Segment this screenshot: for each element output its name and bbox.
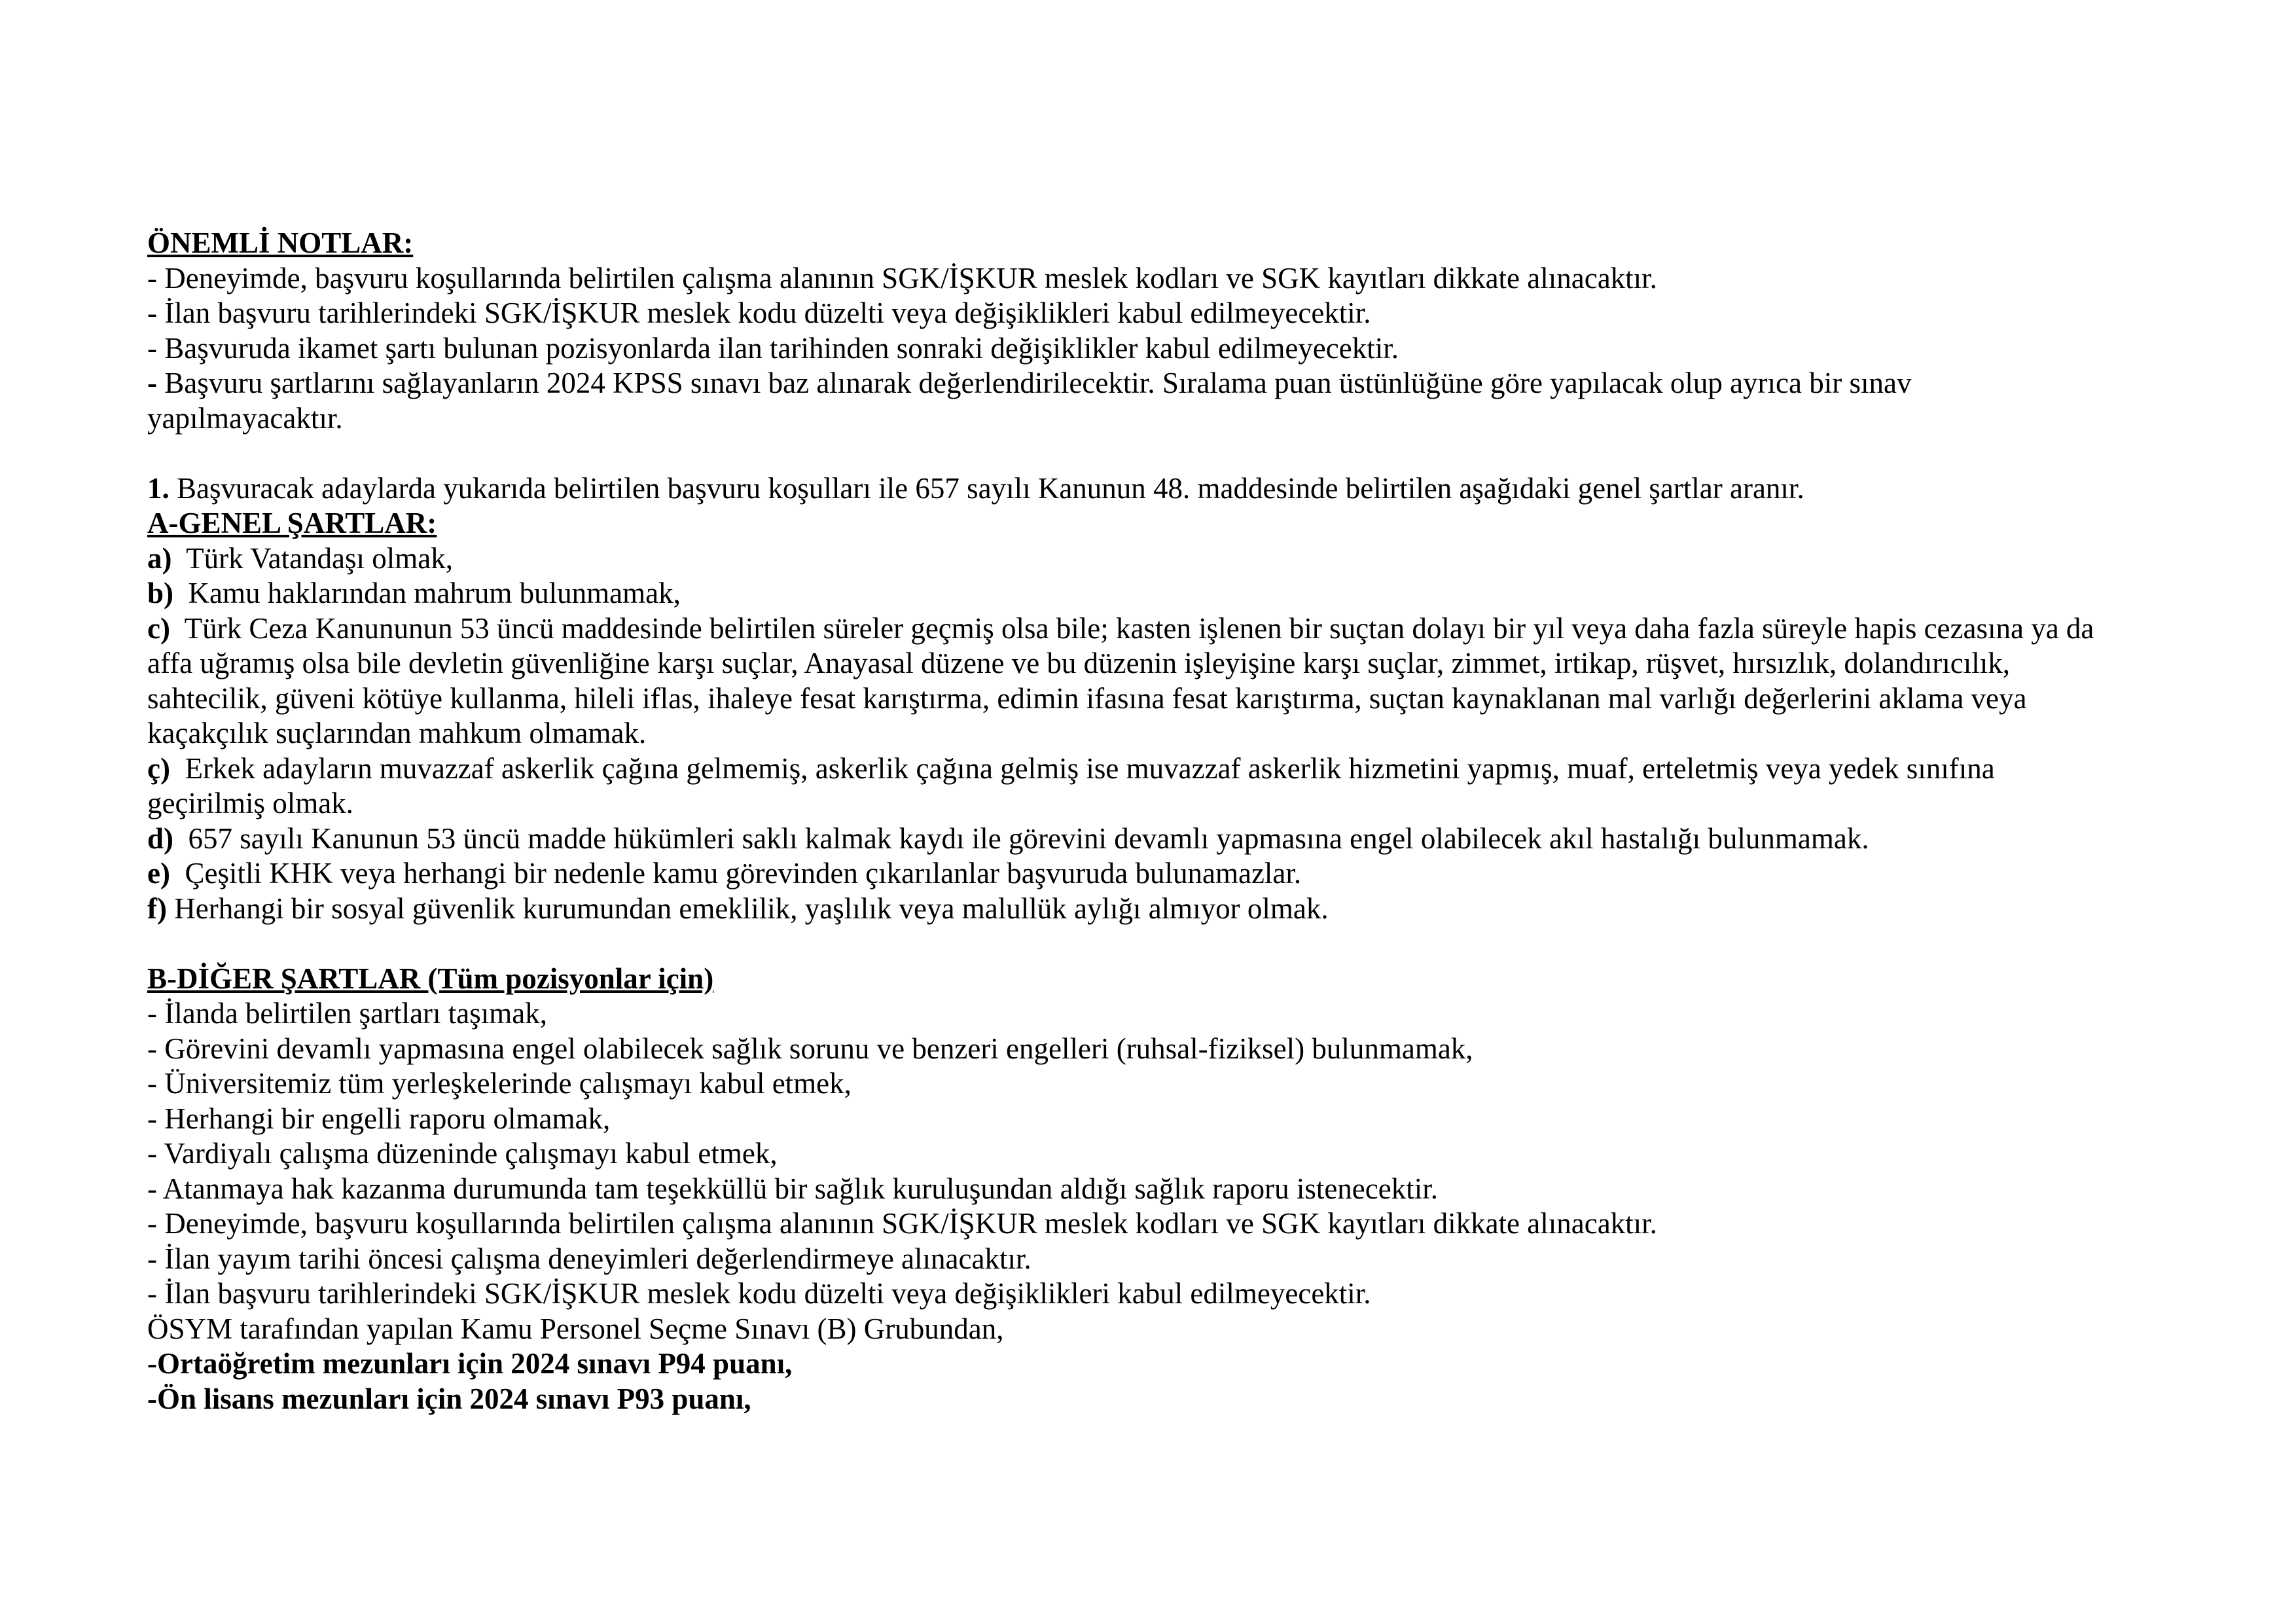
item-label: ç) [147, 751, 170, 785]
general-condition-item [147, 856, 2094, 892]
general-condition-item [147, 541, 2094, 577]
other-condition-item: - İlan başvuru tarihlerindeki SGK/İŞKUR meslek kodu düzelti veya değişiklikleri kabul edilmeyecektir. [147, 1277, 1371, 1310]
note-line [147, 366, 2094, 401]
general-condition-item [147, 821, 2094, 857]
general-condition-cont [147, 716, 2094, 751]
other-condition-item: - Görevini devamlı yapmasına engel olabilecek sağlık sorunu ve benzeri engelleri (ruhsal-fiziksel) bulunmamak, [147, 1032, 1473, 1065]
note-line-cont: yapılmayacaktır. [147, 401, 343, 435]
other-condition-item: - Üniversitemiz tüm yerleşkelerinde çalışmayı kabul etmek, [147, 1067, 852, 1100]
score-line-associate: -Ön lisans mezunları için 2024 sınavı P93 puanı, [147, 1382, 751, 1415]
document-body [147, 226, 2094, 1416]
item-text: sahtecilik, güveni kötüye kullanma, hileli iflas, ihaleye fesat karıştırma, edimin ifasına fesat karıştırma, suçtan kaynaklanan mal varlığı değerlerini aklama veya [147, 681, 2027, 715]
note-line: - İlan başvuru tarihlerindeki SGK/İŞKUR meslek kodu düzelti veya değişiklikleri kabul edilmeyecektir. [147, 297, 1371, 329]
blank-line [147, 926, 2094, 962]
general-condition-item [147, 892, 2094, 927]
item-text: Türk Vatandaşı olmak, [171, 541, 454, 575]
item-text: Türk Ceza Kanununun 53 üncü maddesinde belirtilen süreler geçmiş olsa bile; kasten işlenen bir suçtan dolayı bir yıl veya daha fazla süreyle hapis cezasına ya da [170, 611, 2094, 645]
item-text: Herhangi bir sosyal güvenlik kurumundan emeklilik, yaşlılık veya malullük aylığı almıyor olmak. [166, 892, 1329, 925]
score-line-secondary: -Ortaöğretim mezunları için 2024 sınavı P94 puanı, [147, 1347, 793, 1380]
item-label: b) [147, 577, 174, 609]
item-text: affa uğramış olsa bile devletin güvenliğine karşı suçlar, Anayasal düzene ve bu düzenin işleyişine karşı suçlar, zimmet, irtikap, rüşvet, hırsızlık, dolandırıcılık, [147, 647, 2011, 679]
item-label: f) [147, 892, 167, 925]
general-condition-cont [147, 646, 2094, 681]
item-label: d) [147, 821, 174, 855]
other-conditions-list [147, 996, 2094, 1312]
note-text: Başvuru şartlarını sağlayanların 2024 KPSS sınavı baz alınarak değerlendirilecektir. Sıralama puan üstünlüğüne göre yapılacak olup ayrıca bir sınav [157, 367, 1912, 399]
intro-text: Başvuracak adaylarda yukarıda belirtilen başvuru koşulları ile 657 sayılı Kanunun 48. maddesinde belirtilen aşağıdaki genel şartlar aranır. [169, 471, 1804, 505]
item-text: Kamu haklarından mahrum bulunmamak, [173, 577, 681, 609]
item-text: Çeşitli KHK veya herhangi bir nedenle kamu görevinden çıkarılanlar başvuruda bulunamazlar. [170, 857, 1302, 890]
note-line: - Başvuruda ikamet şartı bulunan pozisyonlarda ilan tarihinden sonraki değişiklikler kabul edilmeyecektir. [147, 331, 1399, 365]
other-condition-item: - Atanmaya hak kazanma durumunda tam teşekküllü bir sağlık kuruluşundan aldığı sağlık raporu istenecektir. [147, 1172, 1438, 1205]
other-condition-item: - İlan yayım tarihi öncesi çalışma deneyimleri değerlendirmeye alınacaktır. [147, 1242, 1031, 1275]
item-text: 657 sayılı Kanunun 53 üncü madde hükümleri saklı kalmak kaydı ile görevini devamlı yapmasına engel olabilecek akıl hastalığı bulunmamak. [173, 821, 1869, 855]
intro-number: 1. [147, 471, 170, 505]
note-line: - Deneyimde, başvuru koşullarında belirtilen çalışma alanının SGK/İŞKUR meslek kodları ve SGK kayıtları dikkate alınacaktır. [147, 261, 1657, 295]
item-label: a) [147, 541, 172, 575]
item-text: kaçakçılık suçlarından mahkum olmamak. [147, 717, 647, 749]
osym-line: ÖSYM tarafından yapılan Kamu Personel Seçme Sınavı (B) Grubundan, [147, 1312, 1004, 1345]
item-label: e) [147, 857, 170, 890]
item-text: geçirilmiş olmak. [147, 787, 353, 820]
intro-paragraph [147, 471, 2094, 507]
blank-line [147, 436, 2094, 471]
item-label: c) [147, 611, 170, 645]
general-conditions-list [147, 541, 2094, 927]
note-dash: - [147, 367, 157, 399]
general-condition-cont [147, 786, 2094, 821]
other-condition-item: - Herhangi bir engelli raporu olmamak, [147, 1102, 611, 1135]
general-conditions-heading: A-GENEL ŞARTLAR: [147, 507, 437, 539]
general-condition-item [147, 751, 2094, 787]
other-condition-item: - İlanda belirtilen şartları taşımak, [147, 997, 548, 1030]
other-conditions-heading: B-DİĞER ŞARTLAR (Tüm pozisyonlar için) [147, 962, 714, 995]
general-condition-item [147, 576, 2094, 611]
general-condition-item [147, 611, 2094, 647]
important-notes-heading: ÖNEMLİ NOTLAR: [147, 226, 414, 259]
other-condition-item: - Deneyimde, başvuru koşullarında belirtilen çalışma alanının SGK/İŞKUR meslek kodları ve SGK kayıtları dikkate alınacaktır. [147, 1207, 1657, 1240]
item-text: Erkek adayların muvazzaf askerlik çağına gelmemiş, askerlik çağına gelmiş ise muvazzaf askerlik hizmetini yapmış, muaf, erteletmiş veya yedek sınıfına [170, 751, 1995, 785]
general-condition-cont [147, 681, 2094, 717]
other-condition-item: - Vardiyalı çalışma düzeninde çalışmayı kabul etmek, [147, 1137, 778, 1170]
